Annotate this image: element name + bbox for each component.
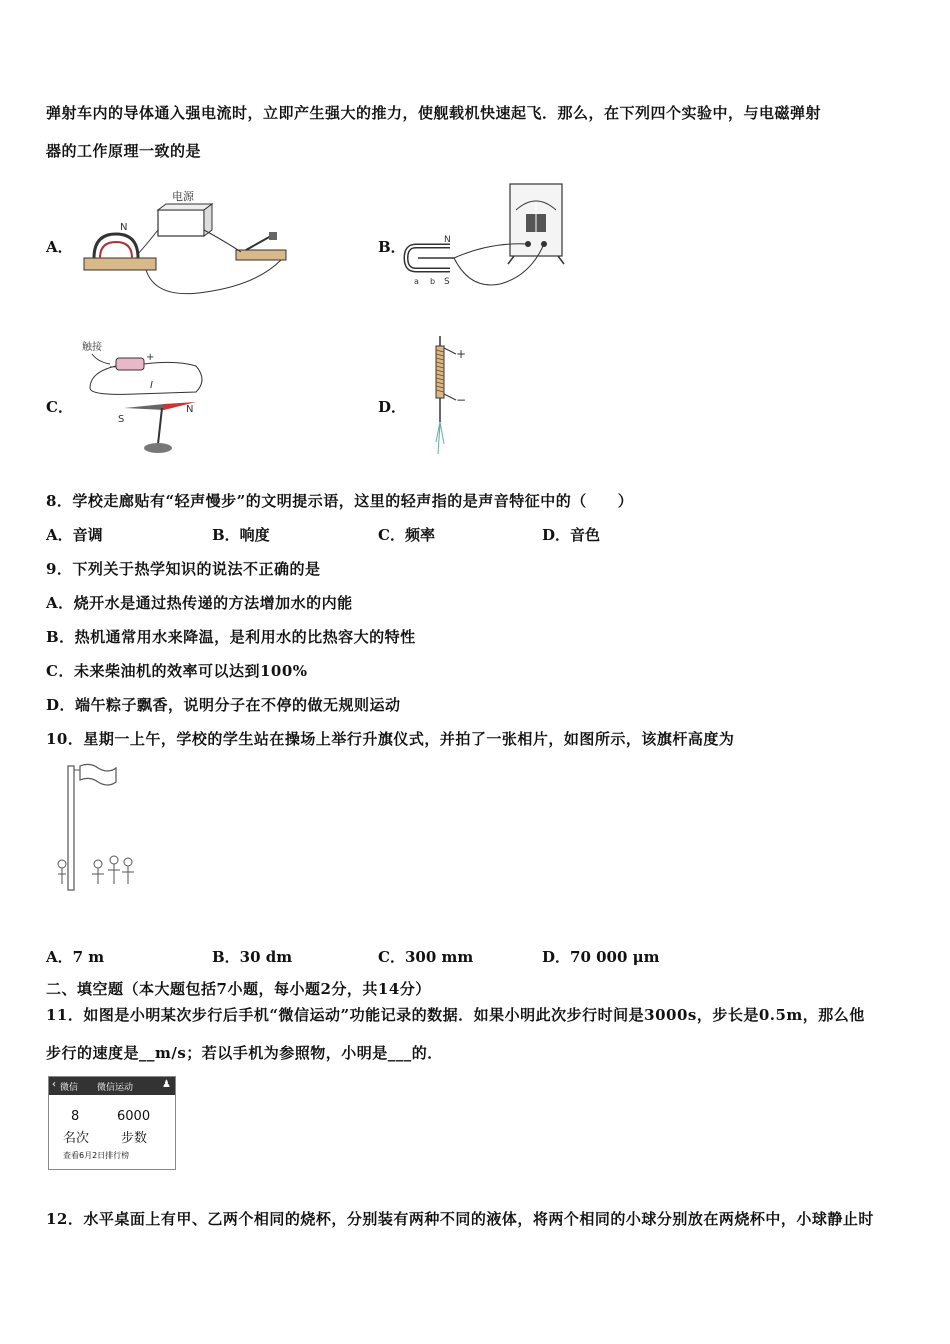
- q9-option-a[interactable]: A．烧开水是通过热传递的方法增加水的内能: [46, 594, 353, 612]
- flag: [80, 764, 116, 785]
- back-label[interactable]: 微信: [60, 1083, 79, 1093]
- q11-line-2: 步行的速度是__m/s；若以手机为参照物，小明是___的．: [46, 1044, 443, 1062]
- rank-label: 名次: [63, 1131, 90, 1146]
- svg-text:+: +: [146, 352, 155, 363]
- svg-text:a: a: [414, 277, 419, 286]
- svg-text:S: S: [118, 414, 125, 425]
- q8-stem: 8．学校走廊贴有“轻声慢步”的文明提示语，这里的轻声指的是声音特征中的（ ）: [46, 492, 634, 510]
- wechat-sport-screenshot: [48, 1076, 176, 1170]
- svg-text:N: N: [186, 404, 194, 415]
- q10-option-a[interactable]: A．7 m: [46, 948, 105, 966]
- figure-d-electromagnet: [420, 332, 480, 462]
- q9-option-b[interactable]: B．热机通常用水来降温，是利用水的比热容大的特性: [46, 628, 416, 646]
- q11-line-1: 11．如图是小明某次步行后手机“微信运动”功能记录的数据．如果小明此次步行时间是3000s，步长是0.5m，那么他: [46, 1006, 865, 1024]
- leaderboard-link[interactable]: 查看6月2日排行榜: [63, 1151, 130, 1160]
- q12-line-1: 12．水平桌面上有甲、乙两个相同的烧杯，分别装有两种不同的液体，将两个相同的小球分别放在两烧杯中，小球静止时: [46, 1210, 874, 1228]
- figure-flagpole: [46, 760, 146, 895]
- power-box: [158, 210, 204, 236]
- q8-option-b[interactable]: B．响度: [212, 526, 270, 544]
- phone-header: [49, 1077, 175, 1095]
- svg-text:+: +: [456, 347, 467, 361]
- figure-b-induction-experiment: [400, 180, 575, 300]
- option-d-label: D．: [378, 398, 407, 416]
- q9-option-d[interactable]: D．端午粽子飘香，说明分子在不停的做无规则运动: [46, 696, 401, 714]
- svg-text:−: −: [456, 393, 467, 407]
- q10-option-d[interactable]: D．70 000 μm: [542, 948, 660, 966]
- back-chevron-icon[interactable]: ‹: [52, 1079, 56, 1090]
- steps-label: 步数: [121, 1131, 148, 1146]
- svg-text:S: S: [444, 277, 450, 287]
- section-2-title: 二、填空题（本大题包括7小题，每小题2分，共14分）: [46, 980, 431, 998]
- q8-option-a[interactable]: A．音调: [46, 526, 103, 544]
- svg-text:b: b: [430, 277, 436, 286]
- person-icon[interactable]: ♟: [162, 1079, 171, 1090]
- option-a-label: A．: [46, 238, 73, 256]
- q8-option-d[interactable]: D．音色: [542, 526, 601, 544]
- q10-stem: 10．星期一上午，学校的学生站在操场上举行升旗仪式，并拍了一张相片，如图所示，该旗杆高度为: [46, 730, 735, 748]
- intro-line-2: 器的工作原理一致的是: [46, 142, 202, 160]
- q9-option-c[interactable]: C．未来柴油机的效率可以达到100%: [46, 662, 308, 680]
- q9-stem: 9．下列关于热学知识的说法不正确的是: [46, 560, 321, 578]
- svg-text:N: N: [444, 235, 451, 245]
- option-c-label: C．: [46, 398, 73, 416]
- phone-title: 微信运动: [97, 1083, 134, 1093]
- steps-value: 6000: [117, 1109, 151, 1124]
- option-b-label: B．: [378, 238, 406, 256]
- svg-text:N: N: [120, 222, 128, 233]
- rank-value: 8: [71, 1109, 80, 1124]
- q8-option-c[interactable]: C．频率: [378, 526, 435, 544]
- intro-line-1: 弹射车内的导体通入强电流时，立即产生强大的推力，使舰载机快速起飞．那么，在下列四个实验中，与电磁弹射: [46, 104, 822, 122]
- svg-text:触接: 触接: [82, 342, 102, 353]
- figure-a-motor-experiment: [76, 190, 301, 300]
- q10-option-b[interactable]: B．30 dm: [212, 948, 293, 966]
- power-label: 电源: [172, 190, 194, 203]
- svg-text:I: I: [150, 380, 153, 391]
- figure-c-oersted-experiment: [76, 336, 216, 461]
- q10-option-c[interactable]: C．300 mm: [378, 948, 474, 966]
- battery: [116, 358, 144, 370]
- svg-text:−: −: [109, 362, 118, 373]
